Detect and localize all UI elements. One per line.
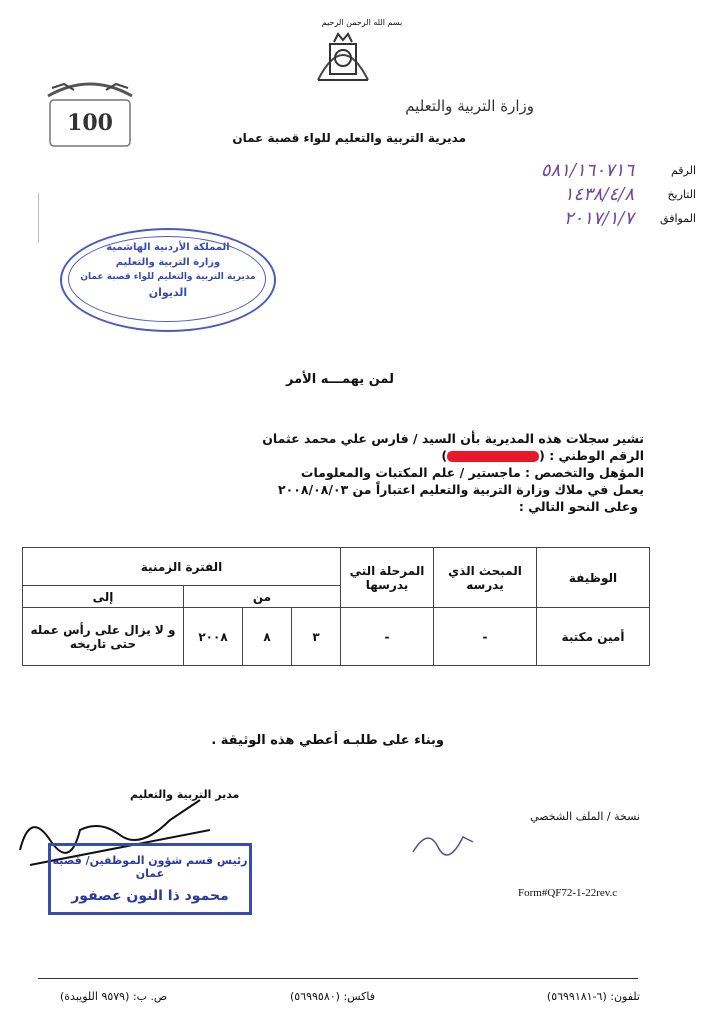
qualification-line: المؤهل والتخصص : ماجستير / علم المكتبات والمعلومات — [300, 465, 644, 480]
initials-scribble — [408, 822, 478, 862]
record-line: تشير سجلات هذه المديرية بأن السيد / فارس علي محمد عثمان — [262, 431, 644, 446]
ref-number-value: ٥٨١/١٦٠٧١٦ — [540, 159, 634, 181]
col-subject-header: المبحث الذي يدرسه — [434, 548, 537, 608]
cell-year: ٢٠٠٨ — [184, 608, 243, 666]
form-code: Form#QF72-1-22rev.c — [518, 887, 618, 899]
copy-to: نسخة / الملف الشخصي — [530, 810, 640, 823]
letter-body — [164, 430, 644, 515]
basmala: بسم الله الرحمن الرحيم — [321, 18, 403, 27]
col-stage-header: المرحلة التي يدرسها — [341, 548, 434, 608]
cell-day: ٣ — [292, 608, 341, 666]
footer-pobox: ص. ب: (٩٥٧٩ اللويبدة) — [60, 990, 168, 1003]
col-from-header: من — [184, 586, 341, 608]
col-job-header: الوظيفة — [537, 548, 650, 608]
ref-number-label: الرقم — [670, 163, 696, 177]
centenary-logo: 100 — [44, 78, 136, 150]
cell-stage: - — [341, 608, 434, 666]
ref-gregorian-value: ٢٠١٧/١/٧ — [563, 207, 634, 229]
closing-line: وبناء على طلبـه أعطي هذه الوثيقة . — [211, 733, 444, 748]
national-id-line: الرقم الوطني : () — [441, 448, 644, 463]
table-row — [23, 608, 650, 666]
signature-title: مدير التربية والتعليم — [130, 788, 240, 801]
as-follows-line: وعلى النحو التالي : — [518, 499, 638, 514]
side-emblem — [38, 151, 129, 243]
directorate-name: مديرية التربية والتعليم للواء قصبة عمان — [232, 131, 466, 145]
col-to-header: إلى — [23, 586, 184, 608]
cell-job: أمين مكتبة — [537, 608, 650, 666]
footer-phone: تلفون: (٦-٥٦٩٩١٨١) — [546, 990, 640, 1003]
footer-divider — [38, 978, 638, 979]
ministry-name: وزارة التربية والتعليم — [405, 97, 534, 115]
cell-month: ٨ — [243, 608, 292, 666]
ref-gregorian-label: الموافق — [660, 211, 696, 225]
reference-block — [496, 158, 696, 230]
coat-of-arms-icon — [308, 30, 378, 88]
signatory-name: محمود ذا النون عصفور — [71, 888, 229, 904]
footer-fax: فاكس: (٥٦٩٩٥٨٠) — [290, 990, 376, 1003]
cell-to: و لا يزال على رأس عمله حتى تاريخه — [23, 608, 184, 666]
signatory-stamp — [48, 843, 252, 915]
ref-date-label: التاريخ — [667, 187, 696, 201]
ref-date-value: ١٤٣٨/٤/٨ — [563, 183, 634, 205]
diwan-stamp: المملكة الأردنية الهاشمية وزارة التربية والتعليم مديرية التربية والتعليم للواء قصبة عمان الديوان — [60, 228, 276, 332]
to-whom-heading: لمن يهمـــه الأمر — [285, 372, 394, 387]
employment-line: يعمل في ملاك وزارة التربية والتعليم اعتباراً من ٢٠٠٨/٠٨/٠٣ — [278, 482, 644, 497]
col-period-header: الفترة الزمنية — [23, 548, 341, 586]
redaction-mark — [447, 451, 539, 462]
cell-subject: - — [434, 608, 537, 666]
signatory-role: رئيس قسم شؤون الموظفين/ قصبة عمان — [52, 854, 248, 880]
employment-table — [22, 547, 650, 666]
